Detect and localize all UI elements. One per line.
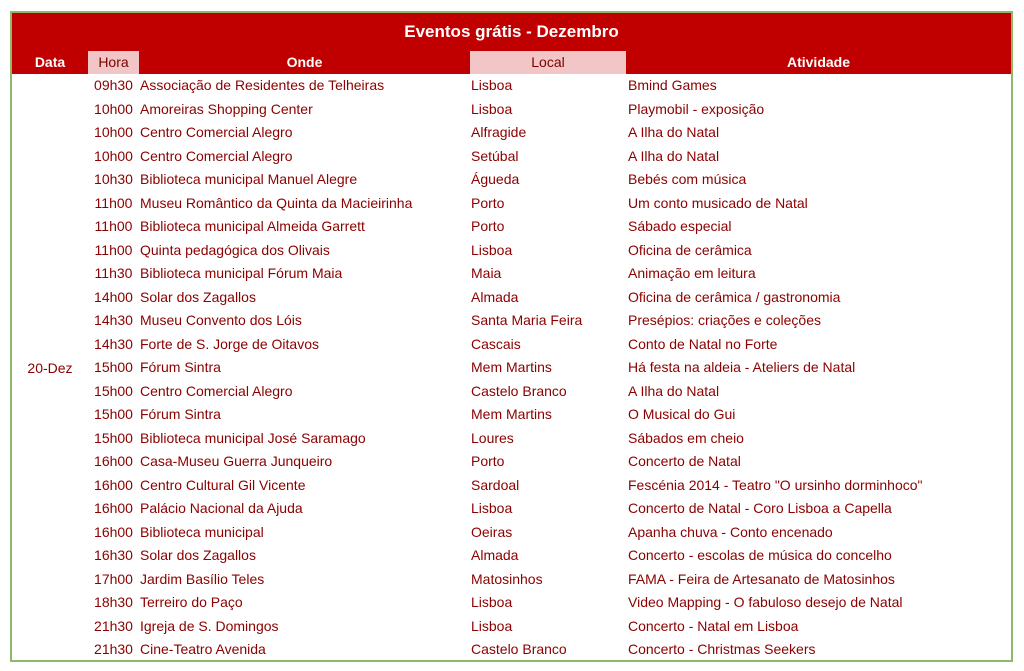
activity-cell[interactable]: Fescénia 2014 - Teatro "O ursinho dorminhoco" bbox=[628, 476, 923, 493]
place-cell[interactable]: Igreja de S. Domingos bbox=[140, 617, 279, 634]
header-atividade[interactable]: Atividade bbox=[786, 54, 850, 70]
table-row[interactable] bbox=[88, 638, 1011, 662]
events-table bbox=[10, 11, 1013, 662]
place-cell[interactable]: Palácio Nacional da Ajuda bbox=[140, 500, 303, 516]
table-row[interactable] bbox=[88, 121, 1011, 145]
header-onde[interactable]: Onde bbox=[286, 54, 323, 70]
table-row[interactable] bbox=[88, 380, 1011, 404]
place-cell[interactable]: Museu Convento dos Lóis bbox=[140, 312, 302, 328]
time-cell[interactable]: 16h30 bbox=[94, 547, 133, 563]
rows-container bbox=[88, 74, 1011, 662]
activity-cell[interactable]: Bmind Games bbox=[628, 77, 717, 93]
place-cell[interactable]: Biblioteca municipal Fórum Maia bbox=[140, 265, 343, 281]
local-cell[interactable]: Lisboa bbox=[471, 77, 513, 93]
activity-cell[interactable]: Concerto - Natal em Lisboa bbox=[628, 617, 799, 634]
time-cell[interactable]: 10h00 bbox=[94, 124, 133, 140]
table-row[interactable] bbox=[88, 145, 1011, 169]
table-row[interactable] bbox=[88, 544, 1011, 568]
table-row[interactable] bbox=[88, 168, 1011, 192]
local-cell[interactable]: Santa Maria Feira bbox=[471, 312, 583, 328]
date-cell[interactable]: 20-Dez bbox=[27, 359, 73, 376]
place-cell[interactable]: Solar dos Zagallos bbox=[140, 288, 256, 305]
table-row[interactable] bbox=[88, 74, 1011, 98]
table-row[interactable] bbox=[88, 262, 1011, 286]
local-cell[interactable]: Lisboa bbox=[471, 100, 513, 117]
time-cell[interactable]: 14h00 bbox=[94, 288, 133, 305]
activity-cell[interactable]: Oficina de cerâmica / gastronomia bbox=[628, 288, 841, 305]
local-cell[interactable]: Loures bbox=[471, 429, 514, 446]
place-cell[interactable]: Cine-Teatro Avenida bbox=[140, 641, 266, 657]
local-cell[interactable]: Mem Martins bbox=[471, 359, 552, 375]
table-row[interactable] bbox=[88, 474, 1011, 498]
local-cell[interactable]: Setúbal bbox=[471, 147, 519, 164]
time-cell[interactable]: 15h00 bbox=[94, 429, 133, 446]
local-cell[interactable]: Oeiras bbox=[471, 523, 513, 540]
activity-cell[interactable]: Concerto - Christmas Seekers bbox=[628, 641, 816, 657]
activity-cell[interactable]: Um conto musicado de Natal bbox=[628, 194, 808, 211]
place-cell[interactable]: Fórum Sintra bbox=[140, 359, 221, 375]
table-row[interactable] bbox=[88, 497, 1011, 521]
local-cell[interactable]: Lisboa bbox=[471, 617, 513, 634]
activity-cell[interactable]: Concerto - escolas de música do concelho bbox=[628, 547, 892, 563]
time-cell[interactable]: 10h00 bbox=[94, 100, 133, 117]
table-row[interactable] bbox=[88, 427, 1011, 451]
time-cell[interactable]: 17h00 bbox=[94, 570, 133, 587]
place-cell[interactable]: Casa-Museu Guerra Junqueiro bbox=[140, 453, 333, 469]
local-cell[interactable]: Sardoal bbox=[471, 476, 520, 493]
time-cell[interactable]: 09h30 bbox=[94, 77, 133, 93]
table-body bbox=[12, 74, 1011, 662]
table-row[interactable] bbox=[88, 215, 1011, 239]
activity-cell[interactable]: A Ilha do Natal bbox=[628, 124, 720, 140]
table-row[interactable] bbox=[88, 192, 1011, 216]
place-cell[interactable]: Fórum Sintra bbox=[140, 406, 221, 422]
time-cell[interactable]: 10h00 bbox=[94, 147, 133, 164]
place-cell[interactable]: Centro Comercial Alegro bbox=[140, 382, 293, 399]
activity-cell[interactable]: Há festa na aldeia - Ateliers de Natal bbox=[628, 359, 856, 375]
table-row[interactable] bbox=[88, 403, 1011, 427]
place-cell[interactable]: Biblioteca municipal Manuel Alegre bbox=[140, 171, 358, 187]
place-cell[interactable]: Museu Romântico da Quinta da Macieirinha bbox=[140, 194, 413, 211]
table-row[interactable] bbox=[88, 356, 1011, 380]
place-cell[interactable]: Forte de S. Jorge de Oitavos bbox=[140, 335, 319, 352]
table-row[interactable] bbox=[88, 309, 1011, 333]
table-row[interactable] bbox=[88, 239, 1011, 263]
local-cell[interactable]: Cascais bbox=[471, 335, 521, 352]
place-cell[interactable]: Terreiro do Paço bbox=[140, 594, 243, 610]
time-cell[interactable]: 18h30 bbox=[94, 594, 133, 610]
table-row[interactable] bbox=[88, 568, 1011, 592]
time-cell[interactable]: 15h00 bbox=[94, 382, 133, 399]
place-cell[interactable]: Jardim Basílio Teles bbox=[140, 570, 265, 587]
time-cell[interactable]: 14h30 bbox=[94, 335, 133, 352]
table-row[interactable] bbox=[88, 333, 1011, 357]
table-row[interactable] bbox=[88, 450, 1011, 474]
local-cell[interactable]: Porto bbox=[471, 218, 505, 234]
activity-cell[interactable]: Playmobil - exposição bbox=[628, 100, 765, 117]
table-row[interactable] bbox=[88, 521, 1011, 545]
activity-cell[interactable]: Apanha chuva - Conto encenado bbox=[628, 523, 833, 540]
time-cell[interactable]: 16h00 bbox=[94, 476, 133, 493]
local-cell[interactable]: Porto bbox=[471, 453, 505, 469]
time-cell[interactable]: 16h00 bbox=[94, 523, 133, 540]
table-row[interactable] bbox=[88, 615, 1011, 639]
activity-cell[interactable]: Sábado especial bbox=[628, 218, 732, 234]
time-cell[interactable]: 11h30 bbox=[94, 265, 133, 281]
local-cell[interactable]: Mem Martins bbox=[471, 406, 552, 422]
activity-cell[interactable]: Oficina de cerâmica bbox=[628, 241, 752, 258]
activity-cell[interactable]: O Musical do Gui bbox=[628, 406, 736, 422]
activity-cell[interactable]: Concerto de Natal bbox=[628, 453, 741, 469]
local-cell[interactable]: Porto bbox=[471, 194, 505, 211]
table-row[interactable] bbox=[88, 98, 1011, 122]
activity-cell[interactable]: Conto de Natal no Forte bbox=[628, 335, 778, 352]
time-cell[interactable]: 11h00 bbox=[94, 194, 133, 211]
time-cell[interactable]: 15h00 bbox=[94, 359, 133, 375]
time-cell[interactable]: 11h00 bbox=[94, 218, 133, 234]
table-title: Eventos grátis - Dezembro bbox=[12, 13, 1011, 51]
header-row bbox=[12, 51, 1011, 74]
local-cell[interactable]: Lisboa bbox=[471, 594, 513, 610]
place-cell[interactable]: Centro Cultural Gil Vicente bbox=[140, 476, 306, 493]
place-cell[interactable]: Solar dos Zagallos bbox=[140, 547, 256, 563]
place-cell[interactable]: Associação de Residentes de Telheiras bbox=[140, 77, 385, 93]
local-cell[interactable]: Almada bbox=[471, 547, 519, 563]
time-cell[interactable]: 10h30 bbox=[94, 171, 133, 187]
time-cell[interactable]: 16h00 bbox=[94, 453, 133, 469]
place-cell[interactable]: Biblioteca municipal bbox=[140, 523, 264, 540]
local-cell[interactable]: Castelo Branco bbox=[471, 641, 567, 657]
time-cell[interactable]: 15h00 bbox=[94, 406, 133, 422]
header-hora[interactable]: Hora bbox=[88, 51, 139, 74]
local-cell[interactable]: Almada bbox=[471, 288, 519, 305]
activity-cell[interactable]: Animação em leitura bbox=[628, 265, 756, 281]
local-cell[interactable]: Maia bbox=[471, 265, 502, 281]
local-cell[interactable]: Matosinhos bbox=[471, 570, 543, 587]
header-local[interactable]: Local bbox=[470, 51, 626, 74]
table-row[interactable] bbox=[88, 286, 1011, 310]
place-cell[interactable]: Biblioteca municipal José Saramago bbox=[140, 429, 366, 446]
place-cell[interactable]: Biblioteca municipal Almeida Garrett bbox=[140, 218, 365, 234]
activity-cell[interactable]: A Ilha do Natal bbox=[628, 147, 720, 164]
place-cell[interactable]: Quinta pedagógica dos Olivais bbox=[140, 241, 330, 258]
local-cell[interactable]: Águeda bbox=[471, 171, 520, 187]
time-cell[interactable]: 16h00 bbox=[94, 500, 133, 516]
activity-cell[interactable]: Bebés com música bbox=[628, 171, 747, 187]
activity-cell[interactable]: Presépios: criações e coleções bbox=[628, 312, 821, 328]
local-cell[interactable]: Lisboa bbox=[471, 500, 513, 516]
local-cell[interactable]: Alfragide bbox=[471, 124, 527, 140]
place-cell[interactable]: Centro Comercial Alegro bbox=[140, 124, 293, 140]
activity-cell[interactable]: Sábados em cheio bbox=[628, 429, 744, 446]
time-cell[interactable]: 11h00 bbox=[94, 241, 133, 258]
time-cell[interactable]: 14h30 bbox=[94, 312, 133, 328]
time-cell[interactable]: 21h30 bbox=[94, 617, 133, 634]
activity-cell[interactable]: A Ilha do Natal bbox=[628, 382, 720, 399]
local-cell[interactable]: Castelo Branco bbox=[471, 382, 567, 399]
place-cell[interactable]: Centro Comercial Alegro bbox=[140, 147, 293, 164]
activity-cell[interactable]: FAMA - Feira de Artesanato de Matosinhos bbox=[628, 570, 895, 587]
activity-cell[interactable]: Concerto de Natal - Coro Lisboa a Capella bbox=[628, 500, 892, 516]
time-cell[interactable]: 21h30 bbox=[94, 641, 133, 657]
local-cell[interactable]: Lisboa bbox=[471, 241, 513, 258]
table-row[interactable] bbox=[88, 591, 1011, 615]
activity-cell[interactable]: Video Mapping - O fabuloso desejo de Natal bbox=[628, 594, 903, 610]
header-data[interactable]: Data bbox=[34, 54, 66, 70]
place-cell[interactable]: Amoreiras Shopping Center bbox=[140, 100, 313, 117]
